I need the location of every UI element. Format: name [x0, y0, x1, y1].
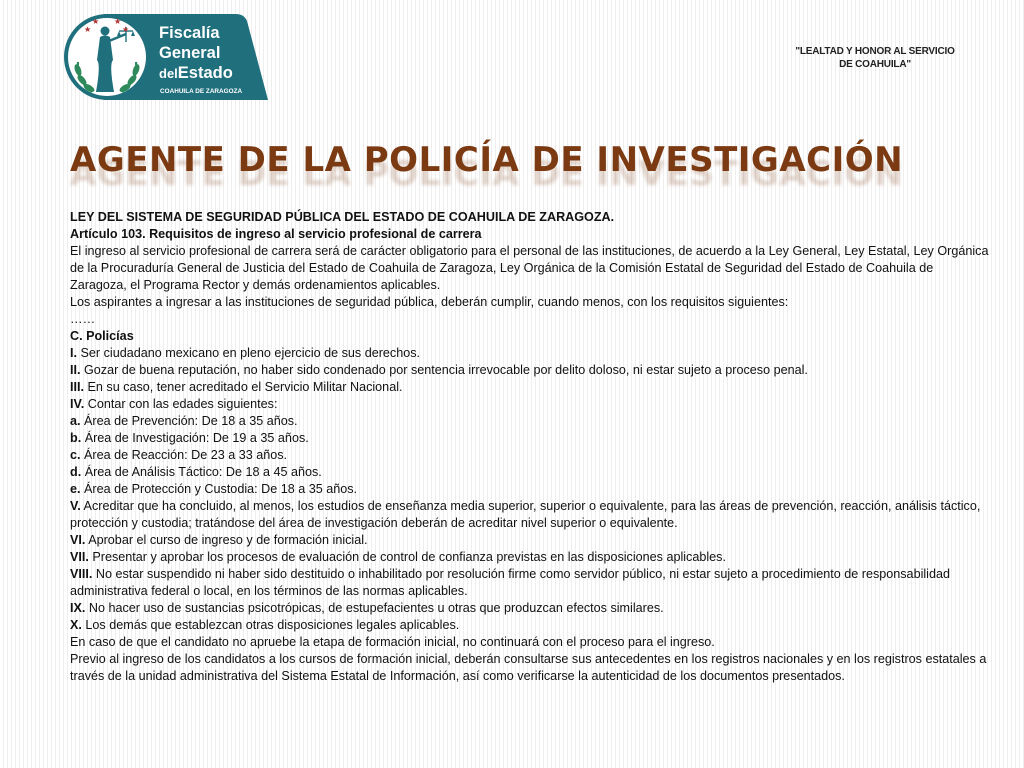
item-text: Ser ciudadano mexicano en pleno ejercicio de sus derechos. — [77, 346, 421, 360]
svg-text:★: ★ — [84, 25, 92, 34]
requirement-item — [70, 379, 990, 396]
document-body — [70, 209, 990, 685]
requirement-item — [70, 396, 990, 413]
requirement-item — [70, 464, 990, 481]
logo-line-3 — [159, 64, 233, 82]
intro-paragraph-1: El ingreso al servicio profesional de carrera será de carácter obligatorio para el personal de las instituciones, de acuerdo a la Ley General, Ley Estatal, Ley Orgánica de la Procuraduría General de Justicia del Estado de Coahuila de Zaragoza, Ley Orgánica de la Comisión Estatal de Seguridad del Estado de Coahuila de Zaragoza, el Programa Rector y demás ordenamientos aplicables. — [70, 244, 989, 292]
fiscalia-logo — [62, 12, 268, 102]
item-text: Área de Prevención: De 18 a 35 años. — [80, 414, 298, 428]
motto-line-1: "LEALTAD Y HONOR AL SERVICIO — [795, 46, 955, 57]
requirement-item — [70, 362, 990, 379]
svg-text:★: ★ — [122, 25, 130, 34]
item-label: II. — [70, 363, 81, 377]
requirement-item — [70, 413, 990, 430]
item-label: e. — [70, 482, 81, 496]
logo-line-1: Fiscalía — [159, 24, 220, 42]
logo-line-3b: Estado — [177, 64, 233, 82]
closing-paragraph-1: En caso de que el candidato no apruebe la etapa de formación inicial, no continuará con el proceso para el ingreso. — [70, 635, 715, 649]
svg-text:★: ★ — [114, 17, 122, 26]
item-text: Acreditar que ha concluido, al menos, los estudios de enseñanza media superior, superior o equivalente, para las áreas de prevención, reacción, análisis táctico, protección y custodia; tratándose del área de investigación deberán de acreditar nivel superior o equivalente. — [70, 499, 981, 530]
item-label: V. — [70, 499, 81, 513]
article-title: Artículo 103. Requisitos de ingreso al servicio profesional de carrera — [70, 227, 482, 241]
motto-line-2: DE COAHUILA" — [839, 59, 911, 70]
requirement-item — [70, 532, 990, 549]
item-label: b. — [70, 431, 82, 445]
requirement-item — [70, 447, 990, 464]
item-label: I. — [70, 346, 77, 360]
svg-text:★: ★ — [92, 17, 100, 26]
item-text: Área de Análisis Táctico: De 18 a 45 años. — [81, 465, 322, 479]
page-title: AGENTE DE LA POLICÍA DE INVESTIGACIÓN — [70, 140, 904, 180]
item-text: En su caso, tener acreditado el Servicio Militar Nacional. — [84, 380, 403, 394]
item-text: No hacer uso de sustancias psicotrópicas, de estupefacientes u otras que produzcan efectos similares. — [85, 601, 664, 615]
item-label: VII. — [70, 550, 89, 564]
item-text: Área de Reacción: De 23 a 33 años. — [80, 448, 288, 462]
requirement-item — [70, 549, 990, 566]
section-heading: C. Policías — [70, 329, 134, 343]
item-text: Aprobar el curso de ingreso y de formación inicial. — [85, 533, 368, 547]
item-label: IX. — [70, 601, 86, 615]
requirement-item — [70, 600, 990, 617]
item-label: a. — [70, 414, 81, 428]
requirement-item — [70, 617, 990, 634]
logo-line-2: General — [159, 44, 221, 62]
item-label: IV. — [70, 397, 85, 411]
item-text: No estar suspendido ni haber sido destituido o inhabilitado por resolución firme como servidor público, ni estar sujeto a procedimiento de responsabilidad administrativa federal o local, en los términos de las normas aplicables. — [70, 567, 950, 598]
item-text: Área de Investigación: De 19 a 35 años. — [81, 431, 309, 445]
item-label: VI. — [70, 533, 86, 547]
item-label: III. — [70, 380, 84, 394]
requirement-item — [70, 566, 990, 600]
logo-line-3a: del — [159, 66, 178, 81]
requirement-item — [70, 498, 990, 532]
requirement-item — [70, 345, 990, 362]
item-text: Los demás que establezcan otras disposiciones legales aplicables. — [81, 618, 460, 632]
item-label: d. — [70, 465, 82, 479]
motto — [780, 45, 970, 71]
item-text: Gozar de buena reputación, no haber sido condenado por sentencia irrevocable por delito doloso, ni estar sujeto a proceso penal. — [80, 363, 808, 377]
item-label: c. — [70, 448, 81, 462]
intro-paragraph-2: Los aspirantes a ingresar a las instituciones de seguridad pública, deberán cumplir, cuando menos, con los requisitos siguientes: — [70, 295, 789, 309]
item-text: Presentar y aprobar los procesos de evaluación de control de confianza previstas en las disposiciones aplicables. — [88, 550, 726, 564]
item-label: X. — [70, 618, 82, 632]
item-text: Área de Protección y Custodia: De 18 a 35 años. — [80, 482, 358, 496]
requirement-item — [70, 481, 990, 498]
item-text: Contar con las edades siguientes: — [84, 397, 278, 411]
law-title: LEY DEL SISTEMA DE SEGURIDAD PÚBLICA DEL ESTADO DE COAHUILA DE ZARAGOZA. — [70, 210, 615, 224]
ellipsis: …… — [70, 312, 96, 326]
requirement-item — [70, 430, 990, 447]
closing-paragraph-2: Previo al ingreso de los candidatos a los cursos de formación inicial, deberán consultarse sus antecedentes en los registros nacionales y en los registros estatales a través de la unidad administrativa del Sistema Estatal de Información, así como verificarse la autenticidad de los documentos presentados. — [70, 652, 987, 683]
logo-subtitle: COAHUILA DE ZARAGOZA — [160, 88, 243, 95]
item-label: VIII. — [70, 567, 93, 581]
